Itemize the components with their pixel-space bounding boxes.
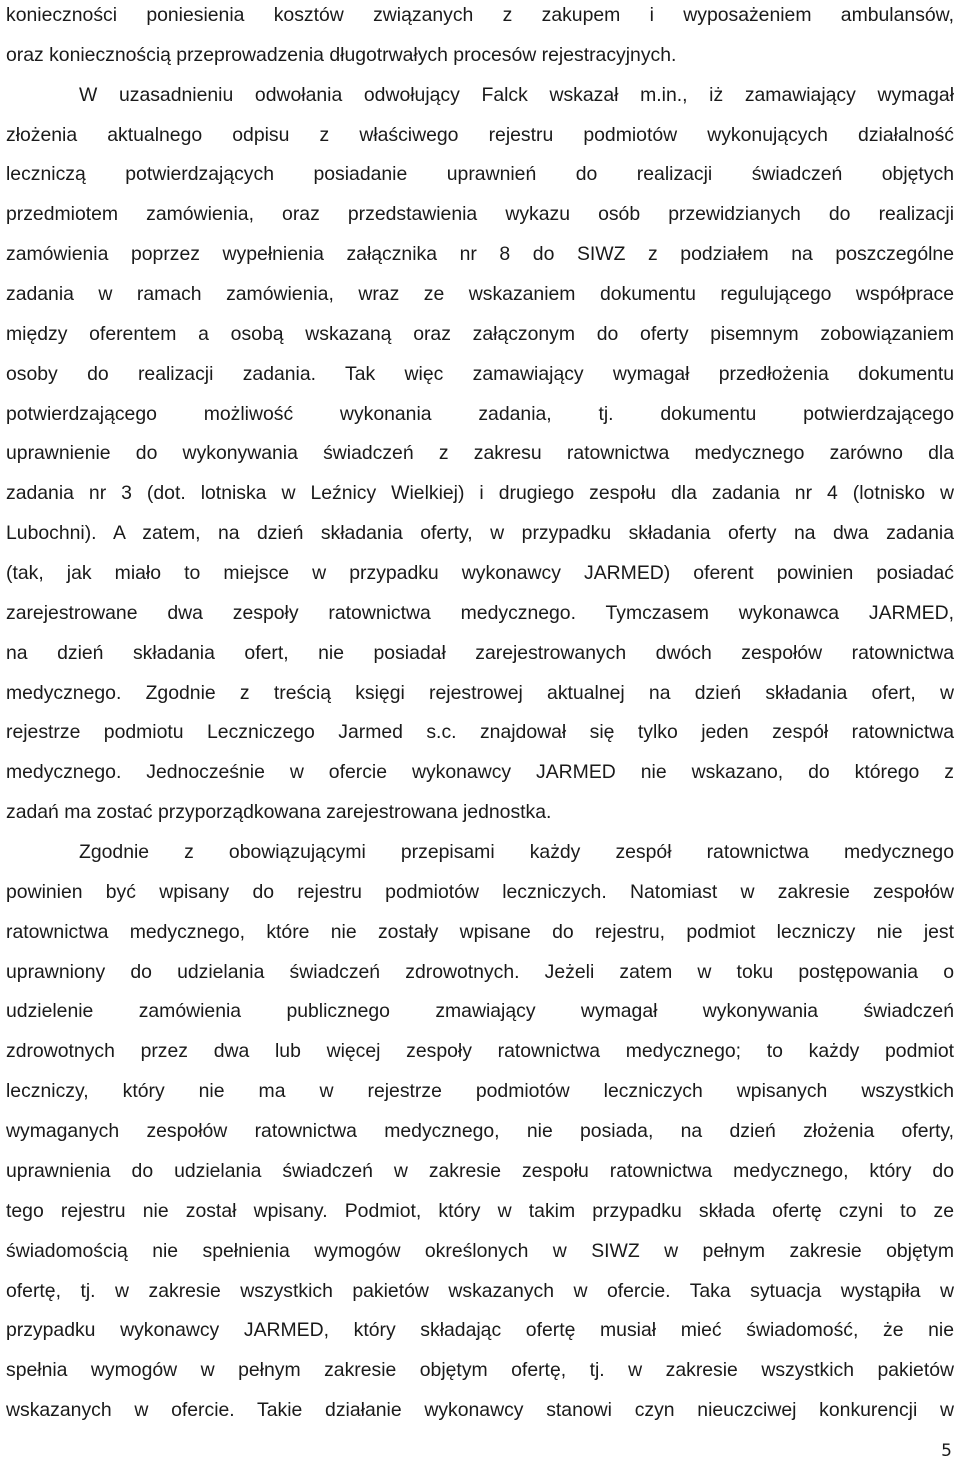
text-line: medycznego. Jednocześnie w ofercie wykonawcy JARMED nie wskazano, do którego z	[6, 761, 954, 784]
text-line: ratownictwa medycznego, które nie zostały wpisane do rejestru, podmiot leczniczy nie jest	[6, 920, 954, 943]
text-line: tego rejestru nie został wpisany. Podmiot, który w takim przypadku składa ofertę czyni to ze	[6, 1199, 954, 1222]
text-line: oraz koniecznością przeprowadzenia długotrwałych procesów rejestracyjnych.	[6, 43, 677, 66]
text-line: zamówienia poprzez wypełnienia załącznika nr 8 do SIWZ z podziałem na poszczególne	[6, 243, 954, 266]
text-line: Lubochni). A zatem, na dzień składania oferty, w przypadku składania oferty na dwa zadania	[6, 522, 954, 545]
text-line: W uzasadnieniu odwołania odwołujący Falck wskazał m.in., iż zamawiający wymagał	[79, 83, 954, 106]
text-line: wskazanych w ofercie. Takie działanie wykonawcy stanowi czyn nieuczciwej konkurencji w	[6, 1399, 954, 1422]
text-line: zadania w ramach zamówienia, wraz ze wskazaniem dokumentu regulującego współprace	[6, 283, 954, 306]
text-line: (tak, jak miało to miejsce w przypadku wykonawcy JARMED) oferent powinien posiadać	[6, 562, 954, 585]
text-line: uprawnienia do udzielania świadczeń w zakresie zespołu ratownictwa medycznego, który do	[6, 1159, 954, 1182]
page-number: 5	[941, 1441, 952, 1461]
text-line: potwierdzającego możliwość wykonania zadania, tj. dokumentu potwierdzającego	[6, 402, 954, 425]
text-line: uprawnienie do wykonywania świadczeń z zakresu ratownictwa medycznego zarówno dla	[6, 442, 954, 465]
text-line: medycznego. Zgodnie z treścią księgi rejestrowej aktualnej na dzień składania ofert, w	[6, 681, 954, 704]
text-line: na dzień składania ofert, nie posiadał zarejestrowanych dwóch zespołów ratownictwa	[6, 641, 954, 664]
text-line: uprawniony do udzielania świadczeń zdrowotnych. Jeżeli zatem w toku postępowania o	[6, 960, 954, 983]
text-line: rejestrze podmiotu Leczniczego Jarmed s.c. znajdował się tylko jeden zespół ratownictwa	[6, 721, 954, 744]
text-line: konieczności poniesienia kosztów związanych z zakupem i wyposażeniem ambulansów,	[6, 4, 954, 26]
text-line: powinien być wpisany do rejestru podmiotów leczniczych. Natomiast w zakresie zespołów	[6, 880, 954, 903]
text-line: leczniczą potwierdzających posiadanie uprawnień do realizacji świadczeń objętych	[6, 163, 954, 186]
text-line: przypadku wykonawcy JARMED, który składając ofertę musiał mieć świadomość, że nie	[6, 1319, 954, 1342]
body-text	[6, 0, 954, 1431]
text-line: zadania nr 3 (dot. lotniska w Leźnicy Wielkiej) i drugiego zespołu dla zadania nr 4 (lotnisko w	[6, 482, 954, 505]
text-line: udzielenie zamówienia publicznego zmawiający wymagał wykonywania świadczeń	[6, 1000, 954, 1023]
text-line: leczniczy, który nie ma w rejestrze podmiotów leczniczych wpisanych wszystkich	[6, 1080, 954, 1103]
text-line: zdrowotnych przez dwa lub więcej zespoły ratownictwa medycznego; to każdy podmiot	[6, 1040, 954, 1063]
text-line: Zgodnie z obowiązującymi przepisami każdy zespół ratownictwa medycznego	[79, 841, 954, 864]
text-line: zadań ma zostać przyporządkowana zarejestrowana jednostka.	[6, 801, 552, 824]
text-line: osoby do realizacji zadania. Tak więc zamawiający wymagał przedłożenia dokumentu	[6, 362, 954, 385]
text-line: spełnia wymogów w pełnym zakresie objętym ofertę, tj. w zakresie wszystkich pakietów	[6, 1359, 954, 1382]
text-line: między oferentem a osobą wskazaną oraz załączonym do oferty pisemnym zobowiązaniem	[6, 322, 954, 345]
text-line: przedmiotem zamówienia, oraz przedstawienia wykazu osób przewidzianych do realizacji	[6, 203, 954, 226]
text-line: złożenia aktualnego odpisu z właściwego rejestru podmiotów wykonujących działalność	[6, 123, 954, 146]
text-line: świadomością nie spełnienia wymogów określonych w SIWZ w pełnym zakresie objętym	[6, 1239, 954, 1262]
text-line: ofertę, tj. w zakresie wszystkich pakietów wskazanych w ofercie. Taka sytuacja wystąpiła w	[6, 1279, 954, 1302]
text-line: wymaganych zespołów ratownictwa medycznego, nie posiada, na dzień złożenia oferty,	[6, 1120, 954, 1143]
text-line: zarejestrowane dwa zespoły ratownictwa medycznego. Tymczasem wykonawca JARMED,	[6, 601, 954, 624]
